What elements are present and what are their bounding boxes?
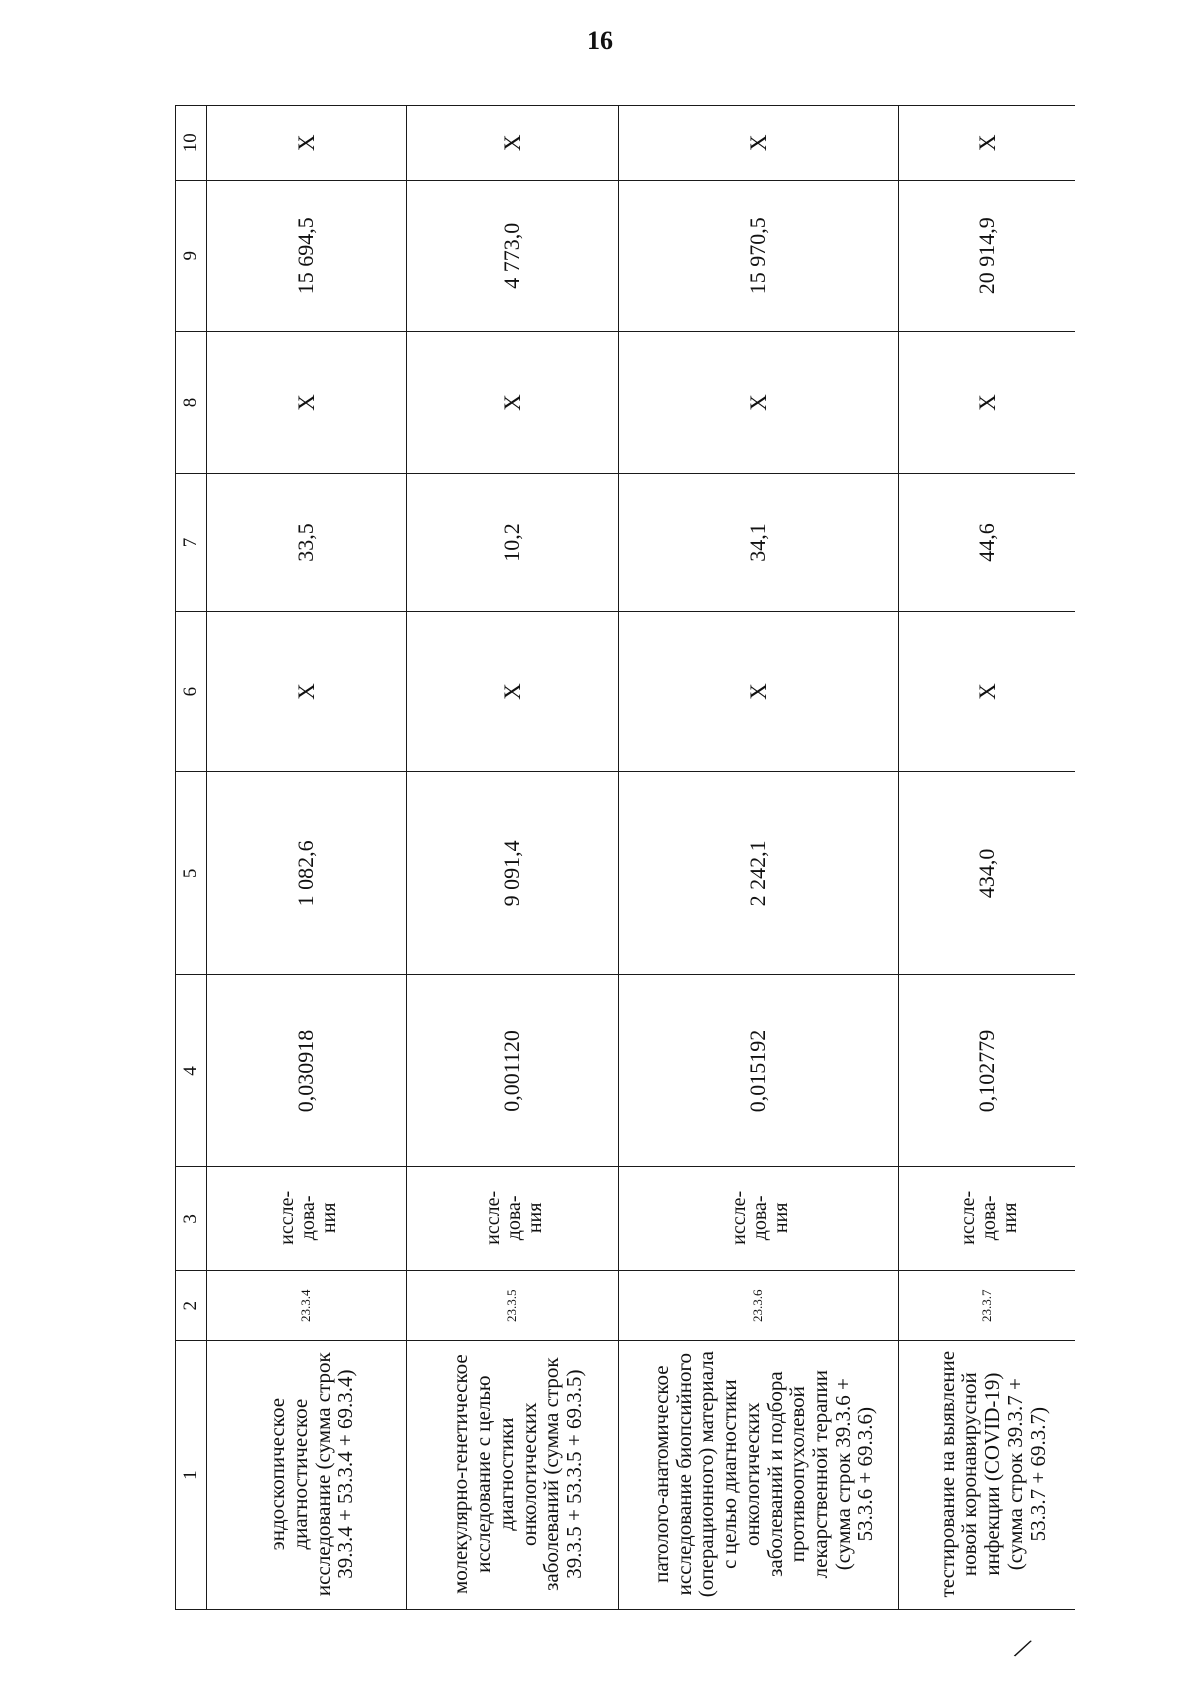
- header-col-8: 8: [176, 331, 207, 473]
- unit-part: ния: [524, 1202, 546, 1234]
- row-col-7: 34,1: [619, 474, 899, 612]
- unit-part: иссле-: [728, 1190, 750, 1245]
- unit-part: иссле-: [482, 1190, 504, 1245]
- row-code: 23.3.5: [407, 1271, 619, 1341]
- unit-part: иссле-: [957, 1190, 979, 1245]
- header-col-6: 6: [176, 611, 207, 771]
- row-col-9: 4 773,0: [407, 180, 619, 331]
- row-col-8: X: [899, 331, 1076, 473]
- row-description: патолого-анатомическое исследование биопсийного (операционного) материала с целью диагностики онкологических заболеваний и подбора противоопухолевой лекарственной терапии (сумма строк 39.3.6 + 53.3.6 + 69.3.6): [619, 1341, 899, 1610]
- row-description: эндоскопическое диагностическое исследование (сумма строк 39.3.4 + 53.3.4 + 69.3.4): [207, 1341, 407, 1610]
- table-row: [899, 106, 1076, 1610]
- row-col-8: X: [207, 331, 407, 473]
- row-unit: [619, 1167, 899, 1271]
- row-col-4: 0,001120: [407, 975, 619, 1167]
- row-code: 23.3.7: [899, 1271, 1076, 1341]
- row-col-10: X: [407, 106, 619, 181]
- unit-part: дова-: [978, 1195, 1000, 1241]
- row-col-5: 1 082,6: [207, 772, 407, 975]
- row-col-10: X: [899, 106, 1076, 181]
- unit-part: ния: [999, 1202, 1021, 1234]
- row-col-10: X: [207, 106, 407, 181]
- unit-part: иссле-: [276, 1190, 298, 1245]
- row-col-4: 0,015192: [619, 975, 899, 1167]
- header-col-5: 5: [176, 772, 207, 975]
- row-col-4: 0,030918: [207, 975, 407, 1167]
- data-table: [175, 105, 1075, 1610]
- row-col-6: X: [619, 611, 899, 771]
- row-col-9: 15 694,5: [207, 180, 407, 331]
- rotated-table-wrapper: [175, 105, 1075, 1610]
- row-col-6: X: [407, 611, 619, 771]
- row-unit: [207, 1167, 407, 1271]
- row-unit: [899, 1167, 1076, 1271]
- row-description: тестирование на выявление новой коронавирусной инфекции (COVID-19) (сумма строк 39.3.7 + 53.3.7 + 69.3.7): [899, 1341, 1076, 1610]
- unit-part: дова-: [297, 1195, 319, 1241]
- header-col-9: 9: [176, 180, 207, 331]
- header-col-7: 7: [176, 474, 207, 612]
- header-col-1: 1: [176, 1341, 207, 1610]
- handwritten-mark: /: [1012, 1631, 1032, 1666]
- row-code: 23.3.6: [619, 1271, 899, 1341]
- header-col-10: 10: [176, 106, 207, 181]
- row-col-8: X: [619, 331, 899, 473]
- row-col-4: 0,102779: [899, 975, 1076, 1167]
- unit-part: ния: [770, 1202, 792, 1234]
- row-col-6: X: [899, 611, 1076, 771]
- table-row: [407, 106, 619, 1610]
- unit-part: ния: [318, 1202, 340, 1234]
- unit-part: дова-: [503, 1195, 525, 1241]
- header-col-4: 4: [176, 975, 207, 1167]
- row-description: молекулярно-генетическое исследование с целью диагностики онкологических заболеваний (сумма строк 39.3.5 + 53.3.5 + 69.3.5): [407, 1341, 619, 1610]
- table-row: [619, 106, 899, 1610]
- row-col-7: 10,2: [407, 474, 619, 612]
- row-code: 23.3.4: [207, 1271, 407, 1341]
- row-col-9: 15 970,5: [619, 180, 899, 331]
- unit-part: дова-: [749, 1195, 771, 1241]
- row-col-5: 9 091,4: [407, 772, 619, 975]
- table-row: [207, 106, 407, 1610]
- header-col-3: 3: [176, 1167, 207, 1271]
- header-col-2: 2: [176, 1271, 207, 1341]
- row-unit: [407, 1167, 619, 1271]
- page-number: 16: [587, 26, 613, 55]
- row-col-9: 20 914,9: [899, 180, 1076, 331]
- row-col-5: 434,0: [899, 772, 1076, 975]
- row-col-6: X: [207, 611, 407, 771]
- row-col-7: 33,5: [207, 474, 407, 612]
- row-col-10: X: [619, 106, 899, 181]
- row-col-7: 44,6: [899, 474, 1076, 612]
- header-row: [176, 106, 207, 1610]
- row-col-8: X: [407, 331, 619, 473]
- table-frame: [175, 105, 1075, 1610]
- row-col-5: 2 242,1: [619, 772, 899, 975]
